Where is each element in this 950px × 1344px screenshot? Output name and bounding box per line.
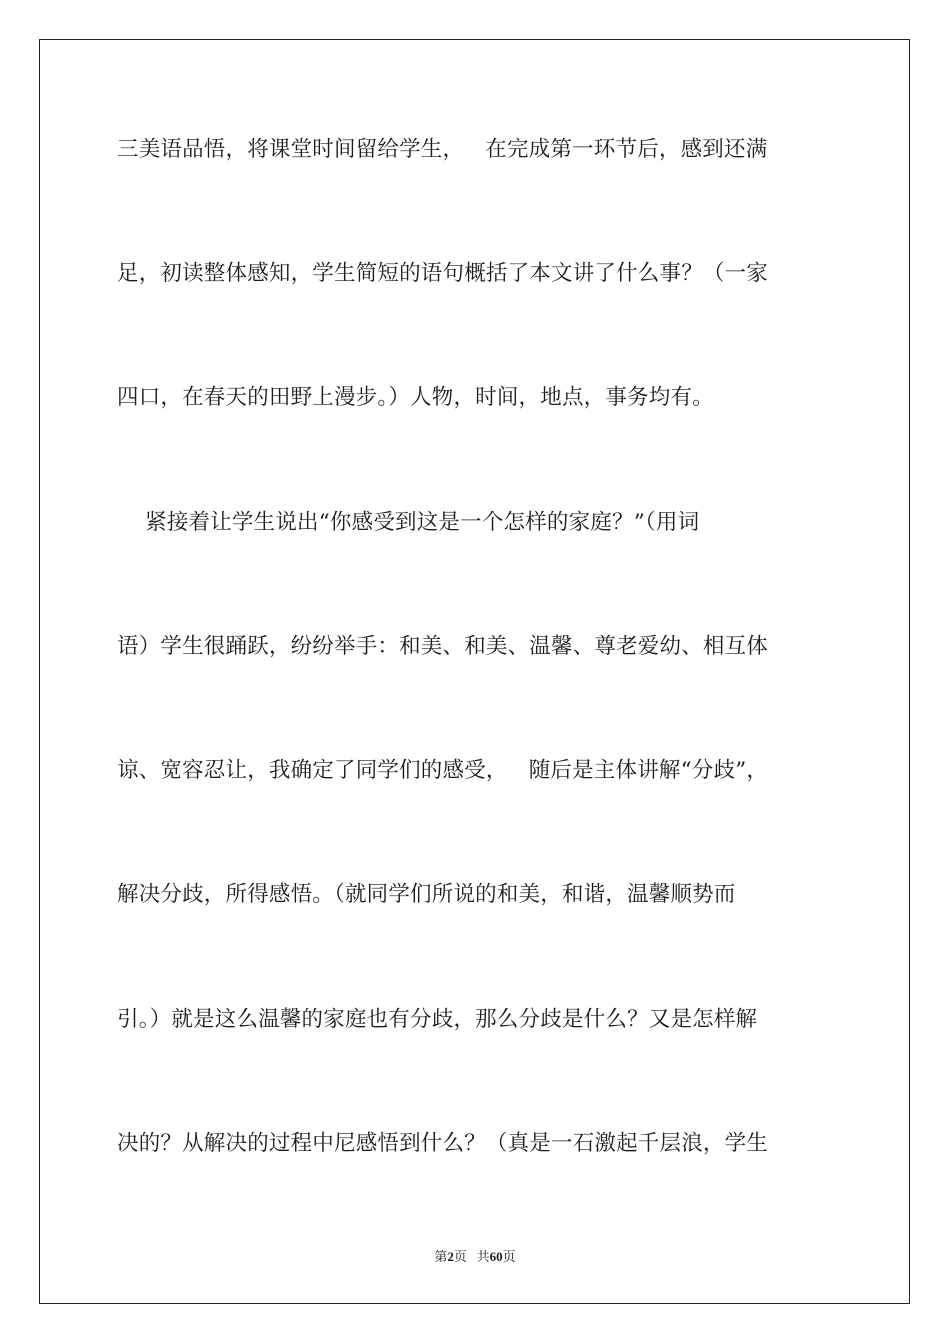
body-text-line: 谅、宽容忍让，我确定了同学们的感受， 随后是主体讲解“分歧”， xyxy=(117,758,769,783)
body-text-line: 语）学生很踊跃，纷纷举手：和美、和美、温馨、尊老爱幼、相互体 xyxy=(117,634,769,659)
total-pages: 60 xyxy=(489,1249,503,1264)
body-text-line: 足，初读整体感知，学生简短的语句概括了本文讲了什么事？（一家 xyxy=(117,261,769,286)
page-border xyxy=(39,39,910,1304)
page-number: 2 xyxy=(447,1249,454,1264)
body-text-line: 引。）就是这么温馨的家庭也有分歧，那么分歧是什么？又是怎样解 xyxy=(117,1007,758,1032)
page-prefix: 第 xyxy=(434,1249,448,1264)
body-text-line: 四口，在春天的田野上漫步。）人物，时间，地点，事务均有。 xyxy=(117,385,714,410)
total-prefix: 共 xyxy=(476,1249,490,1264)
page-suffix: 页 xyxy=(453,1249,467,1264)
body-text-line: 决的？从解决的过程中尼感悟到什么？（真是一石激起千层浪，学生 xyxy=(117,1131,769,1156)
body-text-line: 三美语品悟，将课堂时间留给学生， 在完成第一环节后，感到还满 xyxy=(117,137,768,162)
total-suffix: 页 xyxy=(502,1249,516,1264)
page-footer xyxy=(0,1246,950,1265)
body-text-line: 解决分歧，所得感悟。（就同学们所说的和美，和谐，温馨顺势而 xyxy=(117,882,736,907)
body-text-line: 紧接着让学生说出“你感受到这是一个怎样的家庭？”（用词 xyxy=(117,510,700,535)
